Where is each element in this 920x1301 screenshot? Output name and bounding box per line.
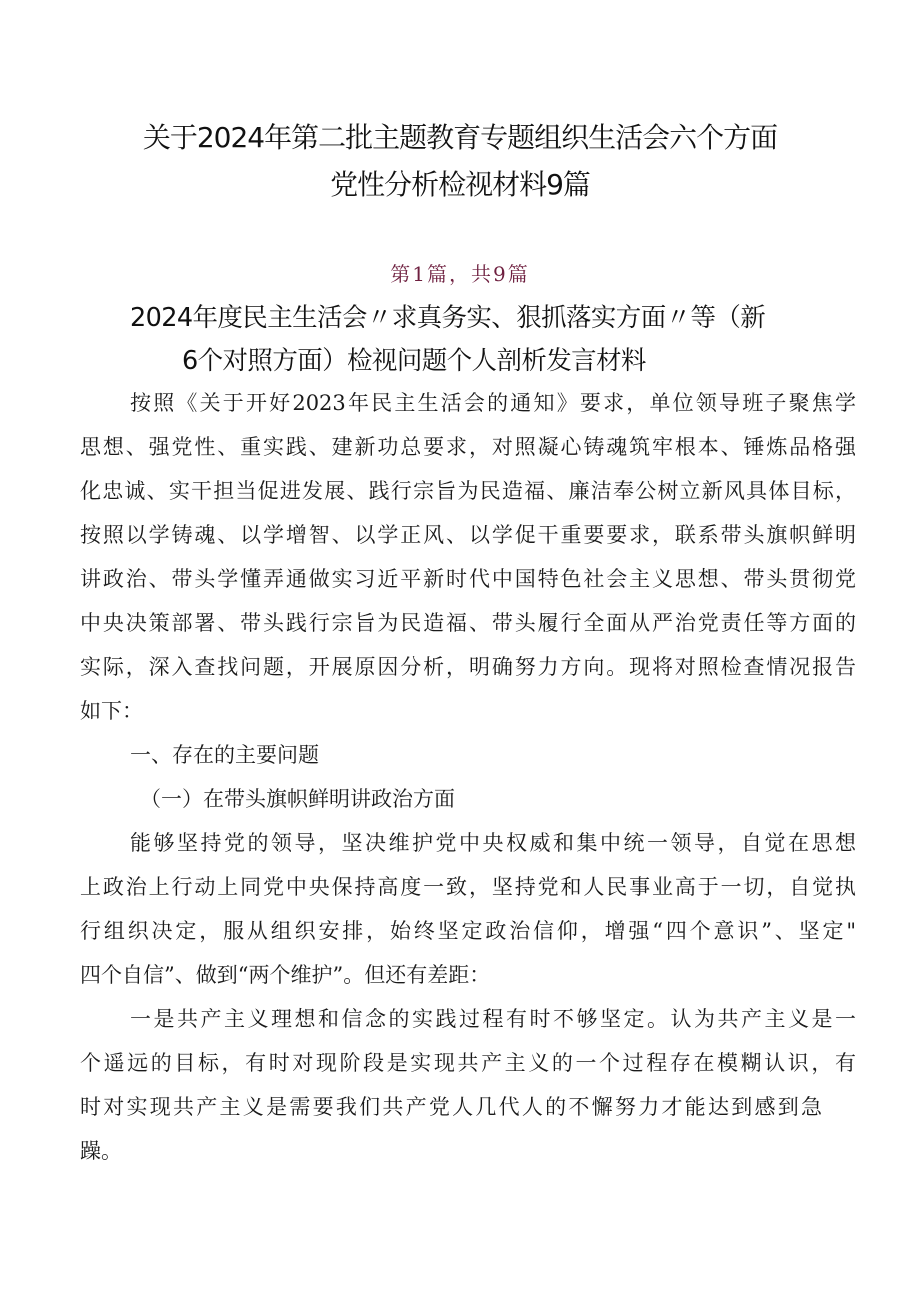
body-line: 按照《关于开好2023年民主生活会的通知》要求，单位领导班子聚焦学 [130, 391, 856, 415]
body-line: 个遥远的目标，有时对现阶段是实现共产主义的一个过程存在模糊认识，有 [80, 1051, 856, 1075]
body-line: 能够坚持党的领导，坚决维护党中央权威和集中统一领导，自觉在思想 [130, 831, 856, 855]
subsection-heading: （一）在带头旗帜鲜明讲政治方面 [140, 787, 455, 811]
body-line: 按照以学铸魂、以学增智、以学正风、以学促干重要要求，联系带头旗帜鲜明 [80, 523, 856, 547]
body-line: 上政治上行动上同党中央保持高度一致，坚持党和人民事业高于一切，自觉执 [80, 875, 856, 899]
main-title-line-1: 关于2024年第二批主题教育专题组织生活会六个方面 [142, 121, 778, 154]
body-line: 一是共产主义理想和信念的实践过程有时不够坚定。认为共产主义是一 [130, 1007, 856, 1031]
main-title-line-2: 党性分析检视材料9篇 [330, 168, 590, 201]
body-line: 中央决策部署、带头践行宗旨为民造福、带头履行全面从严治党责任等方面的 [80, 611, 856, 635]
body-line: 化忠诚、实干担当促进发展、践行宗旨为民造福、廉洁奉公树立新风具体目标， [80, 479, 856, 503]
body-line: 时对实现共产主义是需要我们共产党人几代人的不懈努力才能达到感到急 [80, 1095, 822, 1119]
body-line: 讲政治、带头学懂弄通做实习近平新时代中国特色社会主义思想、带头贯彻党 [80, 567, 856, 591]
body-line: 思想、强党性、重实践、建新功总要求，对照凝心铸魂筑牢根本、锤炼品格强 [80, 435, 856, 459]
body-line: 行组织决定，服从组织安排，始终坚定政治信仰，增强“四个意识”、坚定" [80, 919, 856, 943]
subtitle-line-2: 6个对照方面）检视问题个人剖析发言材料 [182, 346, 646, 376]
body-line: 实际，深入查找问题，开展原因分析，明确努力方向。现将对照检查情况报告 [80, 655, 856, 679]
body-line: 四个自信”、做到“两个维护”。但还有差距： [80, 963, 491, 987]
section-heading: 一、存在的主要问题 [130, 743, 319, 767]
subtitle-line-1: 2024年度民主生活会〃求真务实、狠抓落实方面〃等（新 [130, 303, 766, 333]
body-line: 如下： [80, 699, 143, 723]
part-label: 第1篇，共9篇 [390, 262, 530, 286]
body-line: 躁。 [80, 1139, 122, 1163]
